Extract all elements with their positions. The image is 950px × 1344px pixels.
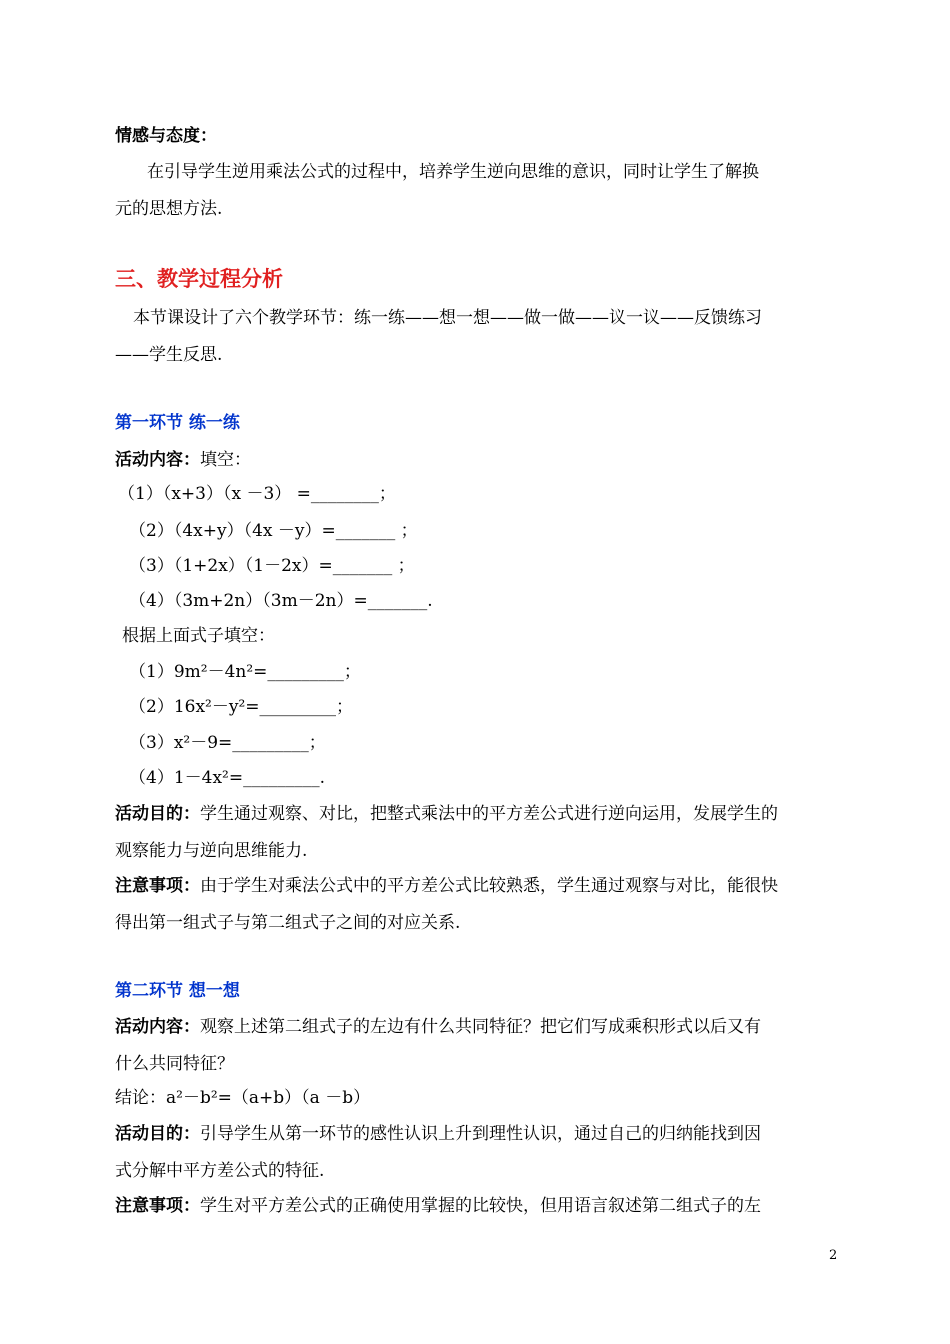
step2-content-label: 活动内容： [115,1017,200,1037]
step1-note-label: 注意事项： [115,876,200,896]
affect-para-line1: 在引导学生逆用乘法公式的过程中，培养学生逆向思维的意识，同时让学生了解换 [147,162,759,182]
step1-note-line1: 由于学生对乘法公式中的平方差公式比较熟悉，学生通过观察与对比，能很快 [200,876,778,896]
step1-item-2: （2）（4x+y）（4x －y）=_______ ； [129,521,418,541]
step1-note [115,875,778,897]
section3-intro-line2: ——学生反思. [115,345,223,365]
step2-goal-line1: 引导学生从第一环节的感性认识上升到理性认识，通过自己的归纳能找到因 [200,1124,761,1144]
step1-item-4: （4）（3m+2n）（3m－2n）=_______. [129,591,433,611]
step1-item-3: （3）（1+2x）（1－2x）=_______ ； [129,556,415,576]
section3-title: 三、教学过程分析 [115,267,283,291]
step2-goal-line2: 式分解中平方差公式的特征. [115,1161,325,1181]
step2-conclusion: 结论：a²－b²=（a+b）（a －b） [115,1088,371,1108]
step1-note-line2: 得出第一组式子与第二组式子之间的对应关系. [115,913,461,933]
step2-note-label: 注意事项： [115,1196,200,1216]
step1-item-1: （1）（x+3）（x －3） =________； [118,484,396,504]
step1-item2-4: （4）1－4x²=_________. [129,768,325,788]
step1-goal-line1: 学生通过观察、对比，把整式乘法中的平方差公式进行逆向运用，发展学生的 [200,804,778,824]
step1-goal [115,803,778,825]
step1-goal-label: 活动目的： [115,804,200,824]
step2-content [115,1016,761,1038]
affect-heading: 情感与态度： [115,126,217,146]
section3-intro-line1: 本节课设计了六个教学环节：练一练——想一想——做一做——议一议——反馈练习 [133,308,762,328]
step2-content-line1: 观察上述第二组式子的左边有什么共同特征？把它们写成乘积形式以后又有 [200,1017,761,1037]
step1-item2-1: （1）9m²－4n²=_________； [129,662,361,682]
page-number: 2 [829,1248,838,1263]
step1-prompt: 根据上面式子填空： [122,626,275,646]
step1-item2-2: （2）16x²－y²=_________； [129,697,354,717]
step2-note-line1: 学生对平方差公式的正确使用掌握的比较快，但用语言叙述第二组式子的左 [200,1196,761,1216]
step1-goal-line2: 观察能力与逆向思维能力. [115,841,308,861]
step2-goal-label: 活动目的： [115,1124,200,1144]
step1-title: 第一环节 练一练 [115,413,240,433]
step1-content-label: 活动内容： [115,450,200,470]
step2-title: 第二环节 想一想 [115,981,240,1001]
step2-goal [115,1123,761,1145]
affect-para-line2: 元的思想方法. [115,199,223,219]
step2-content-line2: 什么共同特征？ [115,1054,234,1074]
step1-content [115,449,251,471]
step1-item2-3: （3）x²－9=_________； [129,733,326,753]
step2-note [115,1195,761,1217]
step1-content-text: 填空： [200,450,251,470]
